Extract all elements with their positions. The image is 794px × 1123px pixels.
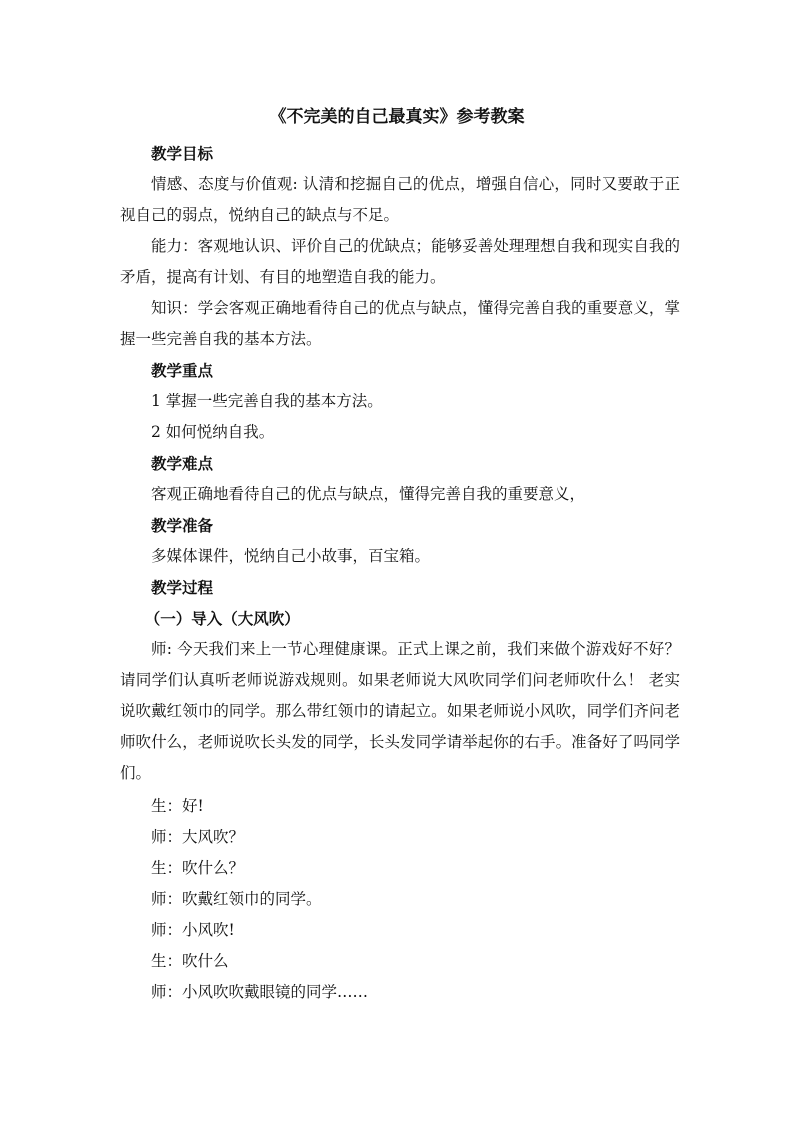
goal-ability-paragraph: 能力：客观地认识、评价自己的优缺点；能够妥善处理理想自我和现实自我的矛盾，提高有计划、有目的地塑造自我的能力。 (120, 237, 680, 286)
key-point-2: 2 如何悦纳自我。 (151, 423, 275, 441)
difficulty-text: 客观正确地看待自己的优点与缺点，懂得完善自我的重要意义， (151, 485, 586, 503)
goal-emotion-paragraph: 情感、态度与价值观: 认清和挖掘自己的优点，增强自信心，同时又要敢于正视自己的弱点，悦纳自己的缺点与不足。 (120, 175, 680, 224)
dialogue-line: 生：好! (151, 797, 204, 815)
document-body (120, 138, 680, 1008)
heading-preparation: 教学准备 (151, 516, 214, 535)
goal-knowledge-paragraph: 知识：学会客观正确地看待自己的优点与缺点，懂得完善自我的重要意义，掌握一些完善自我的基本方法。 (120, 299, 680, 348)
heading-key-points: 教学重点 (151, 361, 214, 380)
document-title: 《不完美的自己最真实》参考教案 (269, 107, 525, 127)
dialogue-line: 师：吹戴红领巾的同学。 (151, 890, 322, 908)
preparation-text: 多媒体课件，悦纳自己小故事，百宝箱。 (151, 547, 431, 565)
intro-paragraph: 师: 今天我们来上一节心理健康课。正式上课之前，我们来做个游戏好不好？请同学们认真听老师说游戏规则。如果老师说大风吹同学们问老师吹什么！ 老实说吹戴红领巾的同学。那么带红领巾的请起立。如果老师说小风吹，同学们齐问老师吹什么，老师说吹长头发的同学，长头发同学请举起你的右手。准备好了吗同学们。 (120, 640, 680, 782)
dialogue-line: 师：大风吹？ (151, 828, 245, 846)
heading-teaching-goals: 教学目标 (151, 144, 214, 163)
heading-difficulties: 教学难点 (151, 454, 214, 473)
heading-process: 教学过程 (151, 578, 214, 597)
dialogue-line: 生：吹什么？ (151, 859, 245, 877)
dialogue-line: 生：吹什么 (151, 952, 229, 970)
dialogue-line: 师：小风吹! (151, 921, 235, 939)
subheading-intro: （一）导入（大风吹） (144, 609, 300, 628)
dialogue-line: 师：小风吹吹戴眼镜的同学…… (151, 983, 369, 1001)
key-point-1: 1 掌握一些完善自我的基本方法。 (151, 392, 383, 410)
